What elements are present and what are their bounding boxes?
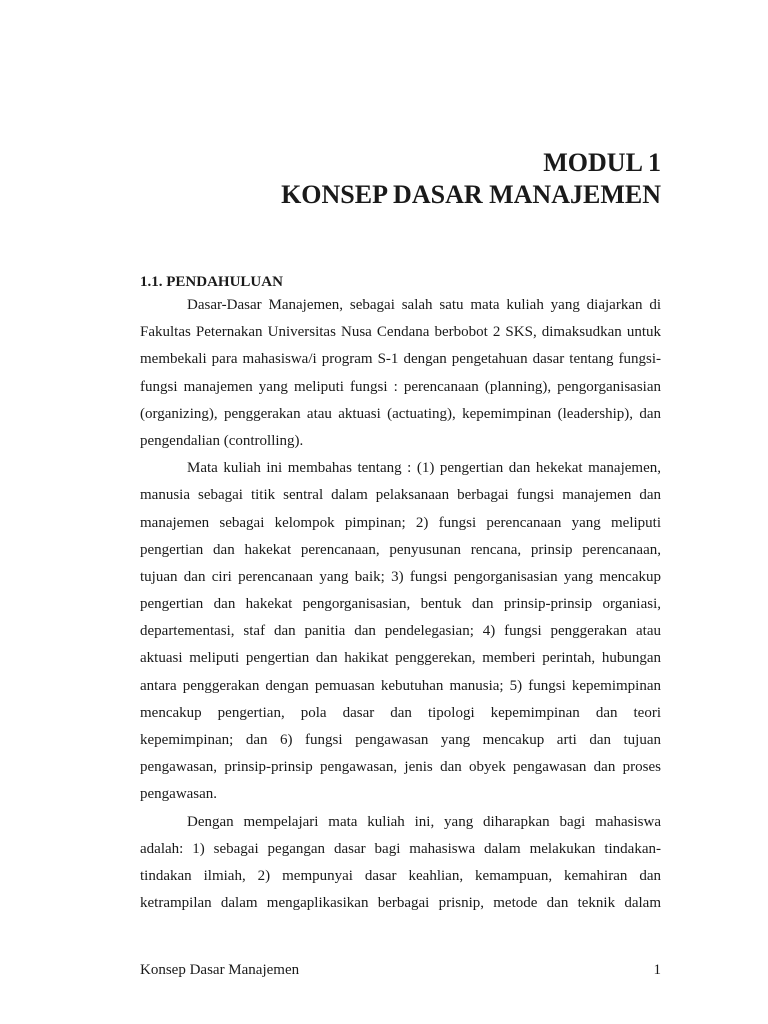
text-line: (organizing), penggerakan atau aktuasi (actuating), kepemimpinan (leadership), dan — [140, 405, 661, 422]
body-text — [140, 295, 661, 920]
footer-title: Konsep Dasar Manajemen — [140, 962, 300, 978]
paragraph — [140, 458, 661, 811]
text-line: adalah: 1) sebagai pegangan dasar bagi mahasiswa dalam melakukan tindakan- — [140, 840, 661, 857]
text-line: pengertian dan hakekat perencanaan, penyusunan rencana, prinsip perencanaan, — [140, 541, 661, 558]
text-line: tindakan ilmiah, 2) mempunyai dasar keahlian, kemampuan, kemahiran dan — [140, 867, 661, 884]
paragraph — [140, 812, 661, 921]
module-number: MODUL 1 — [543, 148, 661, 177]
text-line: Dengan mempelajari mata kuliah ini, yang diharapkan bagi mahasiswa — [187, 813, 661, 830]
text-line: fungsi manajemen yang meliputi fungsi : perencanaan (planning), pengorganisasian — [140, 378, 661, 395]
page-number: 1 — [653, 962, 661, 978]
module-heading — [281, 147, 661, 211]
text-line: Dasar-Dasar Manajemen, sebagai salah satu mata kuliah yang diajarkan di — [187, 297, 661, 313]
text-line: mencakup pengertian, pola dasar dan tipologi kepemimpinan dan teori — [140, 704, 661, 721]
module-title: KONSEP DASAR MANAJEMEN — [281, 180, 661, 209]
text-line: antara penggerakan dengan pemuasan kebutuhan manusia; 5) fungsi kepemimpinan — [140, 677, 661, 694]
text-line: pengawasan, prinsip-prinsip pengawasan, jenis dan obyek pengawasan dan proses — [140, 759, 661, 776]
text-line: pengendalian (controlling). — [140, 432, 304, 449]
section-title: 1.1. PENDAHULUAN — [140, 274, 283, 290]
text-line: manajemen sebagai kelompok pimpinan; 2) fungsi perencanaan yang meliputi — [140, 514, 661, 531]
text-line: Fakultas Peternakan Universitas Nusa Cendana berbobot 2 SKS, dimaksudkan untuk — [140, 324, 661, 341]
text-line: tujuan dan ciri perencanaan yang baik; 3) fungsi pengorganisasian yang mencakup — [140, 568, 661, 585]
text-line: kepemimpinan; dan 6) fungsi pengawasan yang mencakup arti dan tujuan — [140, 732, 661, 748]
text-line: membekali para mahasiswa/i program S-1 dengan pengetahuan dasar tentang fungsi- — [140, 351, 661, 368]
text-line: pengawasan. — [140, 786, 218, 803]
paragraph — [140, 295, 661, 458]
text-line: pengertian dan hakekat pengorganisasian, bentuk dan prinsip-prinsip organiasi, — [140, 596, 661, 613]
text-line: ketrampilan dalam mengaplikasikan berbagai prisnip, metode dan teknik dalam — [140, 895, 661, 912]
text-line: Mata kuliah ini membahas tentang : (1) pengertian dan hekekat manajemen, — [187, 460, 661, 477]
text-line: departementasi, staf dan panitia dan pendelegasian; 4) fungsi penggerakan atau — [140, 623, 661, 640]
text-line: manusia sebagai titik sentral dalam pelaksanaan berbagai fungsi manajemen dan — [140, 487, 661, 504]
text-line: aktuasi meliputi pengertian dan hakikat penggerekan, memberi perintah, hubungan — [140, 650, 661, 667]
